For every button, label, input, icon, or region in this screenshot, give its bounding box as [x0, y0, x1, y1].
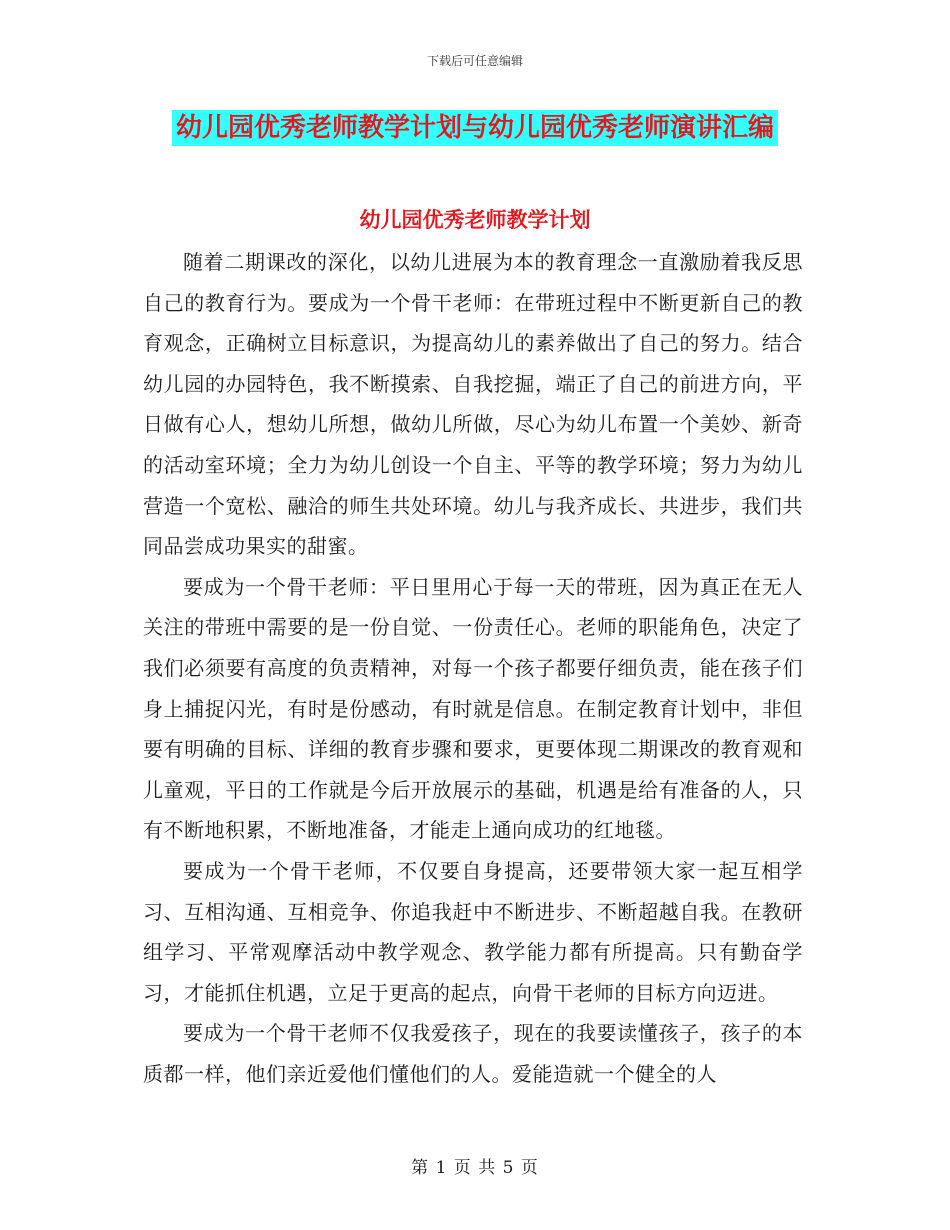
body-text [143, 242, 803, 1094]
paragraph-4: 要成为一个骨干老师不仅我爱孩子，现在的我要读懂孩子，孩子的本质都一样，他们亲近爱他们懂他们的人。爱能造就一个健全的人 [143, 1021, 803, 1086]
main-title: 幼儿园优秀老师教学计划与幼儿园优秀老师演讲汇编 [172, 110, 778, 146]
header-note: 下载后可任意编辑 [426, 54, 523, 68]
paragraph-3: 要成为一个骨干老师，不仅要自身提高，还要带领大家一起互相学习、互相沟通、互相竞争、你追我赶中不断进步、不断超越自我。在教研组学习、平常观摩活动中教学观念、教学能力都有所提高。只有勤奋学习，才能抓住机遇，立足于更高的起点，向骨干老师的目标方向迈进。 [143, 858, 803, 1005]
page-footer: 第 1 页 共 5 页 [411, 1158, 539, 1178]
section-title: 幼儿园优秀老师教学计划 [359, 207, 591, 232]
main-title-wrap [0, 110, 950, 146]
paragraph-2: 要成为一个骨干老师：平日里用心于每一天的带班，因为真正在无人关注的带班中需要的是一份自觉、一份责任心。老师的职能角色，决定了我们必须要有高度的负责精神，对每一个孩子都要仔细负责，能在孩子们身上捕捉闪光，有时是份感动，有时就是信息。在制定教育计划中，非但要有明确的目标、详细的教育步骤和要求，更要体现二期课改的教育观和儿童观，平日的工作就是今后开放展示的基础，机遇是给有准备的人，只有不断地积累，不断地准备，才能走上通向成功的红地毯。 [143, 574, 803, 843]
paragraph-1: 随着二期课改的深化，以幼儿进展为本的教育理念一直激励着我反思自己的教育行为。要成为一个骨干老师：在带班过程中不断更新自己的教育观念，正确树立目标意识，为提高幼儿的素养做出了自己的努力。结合幼儿园的办园特色，我不断摸索、自我挖掘，端正了自己的前进方向，平日做有心人，想幼儿所想，做幼儿所做，尽心为幼儿布置一个美妙、新奇的活动室环境；全力为幼儿创设一个自主、平等的教学环境；努力为幼儿营造一个宽松、融洽的师生共处环境。幼儿与我齐成长、共进步，我们共同品尝成功果实的甜蜜。 [143, 250, 803, 559]
